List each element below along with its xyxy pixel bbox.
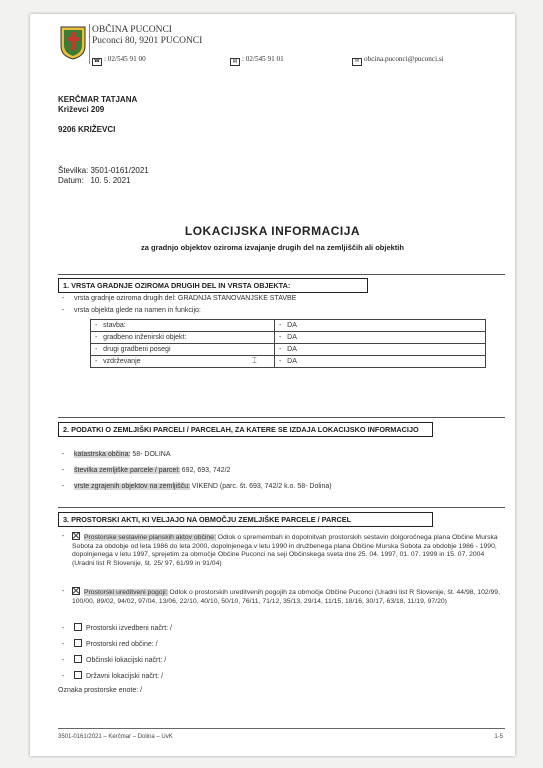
list-item: - Občinski lokacijski načrt: / — [62, 657, 167, 664]
text-cursor-icon: ⌶ — [252, 356, 257, 365]
checkbox-icon — [74, 639, 82, 647]
footer-reference: 3501-0161/2021 – Kerčmar – Dolina – UvK — [58, 734, 173, 740]
letterhead — [92, 25, 202, 47]
section-1-line: - vrsta objekta glede na namen in funkcijo: — [62, 307, 201, 314]
section-2-heading: 2. PODATKI O ZEMLJIŠKI PARCELI / PARCELAH, ZA KATERE SE IZDAJA LOKACIJSKO INFORMACIJO — [58, 422, 433, 437]
municipality-name: OBČINA PUCONCI — [92, 25, 172, 35]
phone-number: 02/545 91 00 — [107, 55, 146, 63]
envelope-icon: ✉ — [352, 58, 362, 66]
table-row: - drugi gradbeni posegi - DA — [91, 344, 486, 356]
section-2-line: - številka zemljiške parcele / parcel: 692, 693, 742/2 — [62, 467, 231, 474]
section-3-heading: 3. PROSTORSKI AKTI, KI VELJAJO NA OBMOČJU ZEMLJIŠKE PARCELE / PARCEL — [58, 512, 433, 527]
list-item: - Državni lokacijski načrt: / — [62, 673, 164, 680]
object-type-table — [90, 319, 486, 368]
checked-checkbox-icon — [72, 532, 80, 540]
unit-designation: Oznaka prostorske enote: / — [58, 687, 143, 694]
fax-number: 02/545 91 01 — [245, 55, 284, 63]
checkbox-icon — [74, 655, 82, 663]
section-1-heading: 1. VRSTA GRADNJE OZIROMA DRUGIH DEL IN VRSTA OBJEKTA: — [58, 278, 368, 293]
phone-contact: ☎ : 02/545 91 00 — [93, 55, 146, 64]
table-row: - gradbeno inženirski objekt: - DA — [91, 332, 486, 344]
date-label: Datum: — [58, 176, 84, 185]
email-contact — [352, 55, 444, 66]
checked-checkbox-icon — [72, 587, 80, 595]
number-label: Številka: — [58, 166, 89, 175]
checkbox-icon — [74, 623, 82, 631]
fax-contact: ▤ : 02/545 91 01 — [230, 55, 284, 66]
page-number: 1-5 — [494, 734, 503, 740]
zoning-conditions-item: Prostorski ureditveni pogoji: Odlok o prostorskih ureditvenih pogojih za območje Občine Puconci (Uradni list R Slovenije, št. 44/98, 102/99, 100/00, 89/02, 94/02, 97/04, 13/06, 22/10, 40/10, 50/10, 76/11, 71/12, 35/13, 29/14, 11/15, 18/16, 30/17, 63/18, 11/19, 97/20) — [72, 589, 500, 605]
reference-number: 3501-0161/2021 — [90, 166, 149, 175]
section-2-line: - vrste zgrajenih objektov na zemljišču: VIKEND (parc. št. 693, 742/2 k.o. 58- Dolina) — [62, 483, 332, 490]
recipient-block — [58, 95, 137, 135]
spatial-plan-item: Prostorske sestavine planskih aktov občine: Odlok o spremembah in dopolnitvah prostorskih sestavin dolgoročnega plana Občine Murska Sobota za obdobje od leta 1986 do leta 2000, dopolnjenega v letu 1990 in družbenega plana Občine Murska Sobota za obdobje 1986 - 1990, dopolnjenega v letu 1997, sprejetim za območje Občine Puconci na seji Občinskega sveta dne 25. 04. 1997, 01. 07. 1999 in 15. 07. 2004 (Uradni list R Slovenije, št. 25/ 97, 61/99 in 91/04) — [72, 534, 498, 567]
section-rule — [58, 417, 505, 418]
document-date: 10. 5. 2021 — [90, 176, 131, 185]
fax-icon: ▤ — [230, 58, 240, 66]
list-item: - Prostorski red občine: / — [62, 641, 158, 648]
table-row: - vzdrževanje - DA — [91, 356, 486, 368]
section-2-line: - katastrska občina: 58- DOLINA — [62, 451, 171, 458]
recipient-name: KERČMAR TATJANA — [58, 95, 138, 104]
document-title: LOKACIJSKA INFORMACIJA — [184, 224, 361, 238]
recipient-city: 9206 KRIŽEVCI — [58, 125, 116, 134]
footer-rule — [58, 728, 505, 729]
recipient-street: Križevci 209 — [58, 105, 105, 114]
list-item: - Prostorski izvedbeni načrt: / — [62, 625, 172, 632]
list-dash: - — [62, 533, 65, 540]
list-dash: - — [62, 588, 65, 595]
section-rule — [58, 274, 505, 275]
document-page — [30, 14, 515, 756]
document-subtitle: za gradnjo objektov oziroma izvajanje drugih del na zemljiščih ali objektih — [141, 243, 404, 252]
header-divider — [89, 24, 90, 64]
section-1-line: - vrsta gradnje oziroma drugih del: GRADNJA STANOVANJSKE STAVBE — [62, 295, 297, 302]
table-row: - stavba: - DA — [91, 320, 486, 332]
checkbox-icon — [74, 671, 82, 679]
section-rule — [58, 507, 505, 508]
phone-icon: ☎ — [93, 59, 101, 64]
municipality-address: Puconci 80, 9201 PUCONCI — [92, 36, 203, 46]
reference-block — [58, 166, 149, 186]
email-address: obcina.puconci@puconci.si — [364, 55, 444, 63]
municipal-crest-logo — [60, 26, 86, 60]
